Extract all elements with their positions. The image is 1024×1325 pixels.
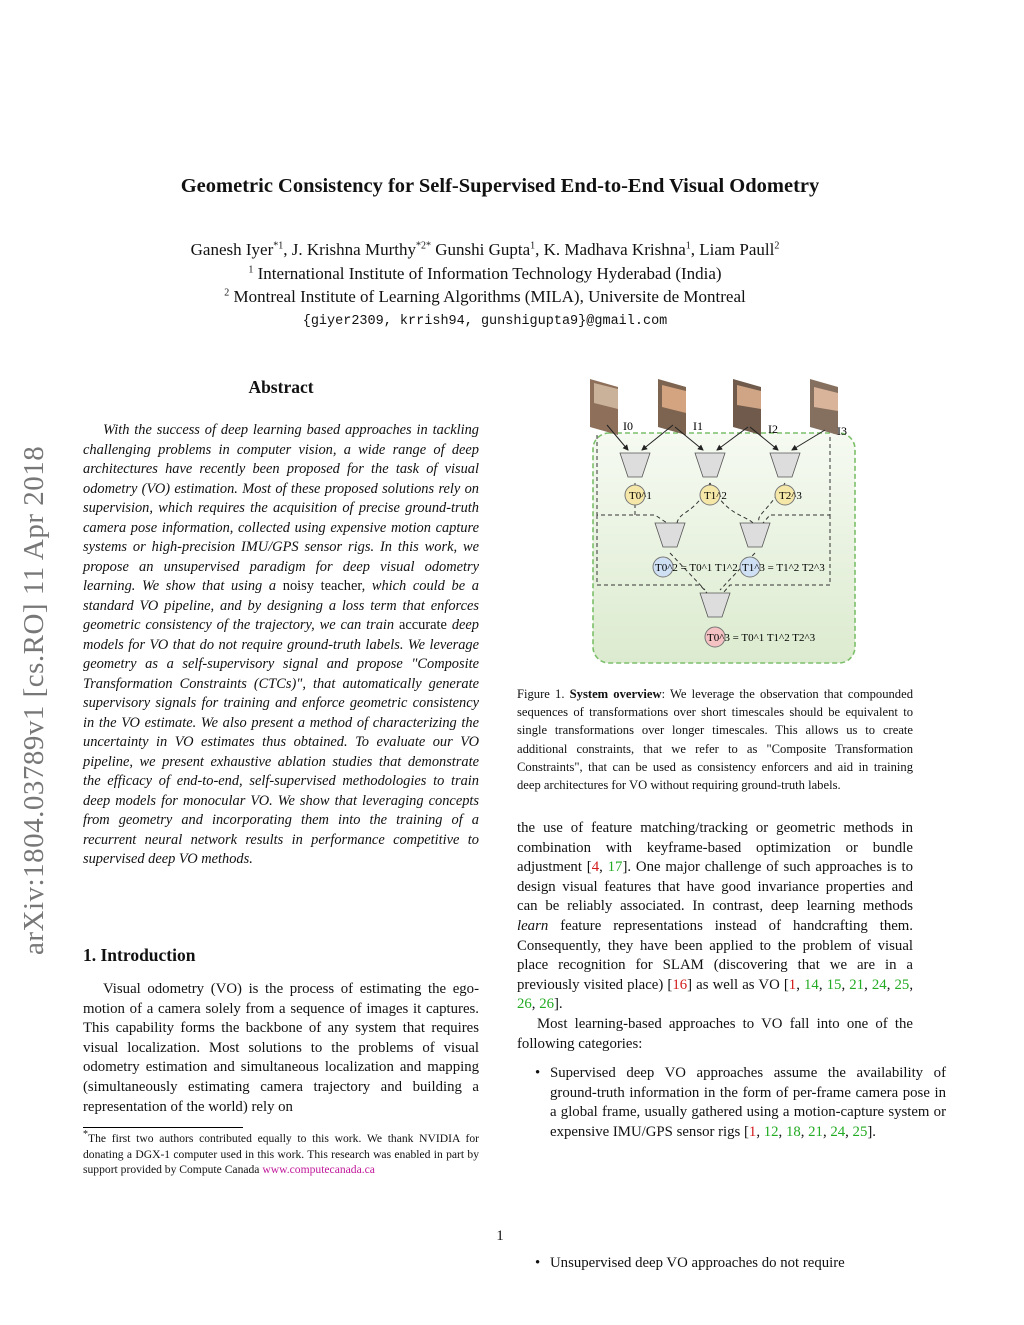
node-label: T1^2 [704, 490, 727, 502]
arxiv-stamp: arXiv:1804.03789v1 [cs.RO] 11 Apr 2018 [18, 445, 50, 955]
node-label: T0^3 = T0^1 T1^2 T2^3 [707, 632, 816, 644]
affiliation-2: $^2$ Montreal Institute of Learning Algorithms (MILA), Universite de Montreal [224, 287, 746, 306]
node-label: T0^1 [629, 490, 652, 502]
affiliation-1: $^1$ International Institute of Information Technology Hyderabad (India) [248, 264, 722, 283]
node-label: T0^2 = T0^1 T1^2 [655, 562, 738, 574]
list-item: • Supervised deep VO approaches assume the availability of ground-truth information in the form of per-frame camera pose in a global frame, usually gathered using a motion-capture system or expensive IMU/GPS sensor rigs [1, 12, 18, 21, 24, 25]. [535, 1065, 946, 1140]
author-emails: {giyer2309, krrish94, gunshigupta9}@gmail.com [302, 314, 668, 329]
list-item: • Unsupervised deep VO approaches do not require [535, 1255, 845, 1272]
citation-link[interactable]: 21 [808, 1123, 823, 1140]
page-number: 1 [496, 1228, 504, 1244]
right-paragraph-1: the use of feature matching/tracking or geometric methods in combination with keyframe-based optimization or bundle adjustment [4, 17]. One major challenge of such approaches is to design visual features that have good invariance properties and can be reliably associated. In contrast, deep learning methods learn feature representations instead of handcrafting them. Consequently, they have been applied to the problem of visual place recognition for SLAM (discovering that we are in a previously visited place) [16] as well as VO [1, 14, 15, 21, 24, 25, 26, 26]. [517, 820, 914, 1013]
citation-link[interactable]: 16 [672, 976, 688, 993]
author-name: J. Krishna Murthy [291, 240, 416, 259]
citation-link[interactable]: 14 [804, 976, 819, 993]
author-list: Ganesh Iyer$^{*1}$, J. Krishna Murthy$^{*2*}$ Gunshi Gupta$^1$, K. Madhava Krishna$^1$, Liam Paull$^2$ [190, 240, 780, 259]
citation-link[interactable]: 26 [517, 996, 532, 1013]
section-heading-introduction: 1. Introduction [83, 945, 196, 965]
citation-link[interactable]: 24 [830, 1123, 846, 1140]
citation-link[interactable]: 25 [894, 976, 910, 993]
input-image [658, 379, 686, 435]
right-paragraph-2: Most learning-based approaches to VO fall into one of the following categories: [517, 1016, 913, 1052]
citation-link[interactable]: 21 [849, 976, 865, 993]
image-label-i0: I0 [623, 419, 633, 433]
citation-link[interactable]: 25 [852, 1123, 868, 1140]
figure-caption: Figure 1. System overview: We leverage the observation that compounded sequences of transformations over short timescales should be equivalent to single transformations over longer timescales. This allows us to create additional constraints, that we refer to as "Composite Transformation Constraints", that can be used as consistency enforcers and aid in training deep architectures for VO without requiring ground-truth labels. [517, 687, 913, 793]
node-label: T1^3 = T1^2 T2^3 [742, 562, 825, 574]
node-label: T2^3 [779, 490, 802, 502]
citation-link[interactable]: 15 [826, 976, 842, 993]
citation-link[interactable]: 18 [785, 1123, 801, 1140]
paper-title: Geometric Consistency for Self-Supervised End-to-End Visual Odometry [180, 175, 820, 197]
author-name: Ganesh Iyer [190, 240, 274, 259]
citation-link[interactable]: 26 [539, 996, 554, 1013]
input-image [733, 379, 761, 435]
citation-link[interactable]: 24 [871, 976, 887, 993]
intro-paragraph: Visual odometry (VO) is the process of estimating the ego-motion of a camera solely from a sequence of images it captures. This capability forms the backbone of any system that requires visual localization. Most solutions to the problems of visual odometry estimation and simultaneous localization and mapping (simultaneously estimating camera trajectory and building a representation of the world) rely on [83, 981, 479, 1115]
citation-link[interactable]: 12 [763, 1123, 779, 1140]
author-name: Liam Paull [699, 240, 775, 259]
abstract-body: With the success of deep learning based approaches in tackling challenging problems in computer vision, a wide range of deep architectures have recently been proposed for the task of visual odometry (VO) estimation. Most of these proposed solutions rely on supervision, which requires the acquisition of precise ground-truth camera pose information, collected using expensive motion capture systems or high-precision IMU/GPS sensor rigs. In this work, we propose an unsupervised paradigm for deep visual odometry learning. We show that using a noisy teacher, which could be a standard VO pipeline, and by designing a loss term that enforces geometric consistency of the trajectory, we can train accurate deep models for VO that do not require ground-truth labels. We leverage geometry as a self-supervisory signal and propose "Composite Transformation Constraints (CTCs)", that automatically generate supervisory signals for training and enforce geometric consistency in the VO estimate. We also present a method of characterizing the uncertainty in VO estimates thus obtained. To evaluate our VO pipeline, we present exhaustive ablation studies that demonstrate the efficacy of end-to-end, self-supervised methodologies to train deep models for monocular VO. We show that leveraging concepts from geometry and incorporating them into the training of a recurrent neural network results in performance competitive to supervised deep VO methods. [83, 422, 479, 867]
author-name: Gunshi Gupta [435, 240, 531, 259]
citation-link[interactable]: 1 [748, 1123, 757, 1140]
citation-link[interactable]: 4 [591, 859, 600, 876]
image-label-i2: I2 [768, 422, 778, 436]
input-image [810, 379, 838, 435]
citation-link[interactable]: 17 [607, 859, 623, 876]
abstract-heading: Abstract [248, 377, 314, 397]
footnote-link[interactable]: www.computecanada.ca [262, 1163, 375, 1176]
input-image [590, 379, 618, 435]
footnote-rule [83, 1127, 243, 1128]
footnote: *The first two authors contributed equally to this work. We thank NVIDIA for donating a DGX-1 computer used in this work. This research was enabled in part by support provided by Compute Canada www.computecanada.ca [83, 1129, 479, 1176]
image-label-i1: I1 [693, 419, 703, 433]
citation-link[interactable]: 1 [788, 976, 797, 993]
image-label-i3: I3 [837, 424, 847, 438]
system-overview-figure [585, 375, 865, 665]
author-name: K. Madhava Krishna [543, 240, 686, 259]
